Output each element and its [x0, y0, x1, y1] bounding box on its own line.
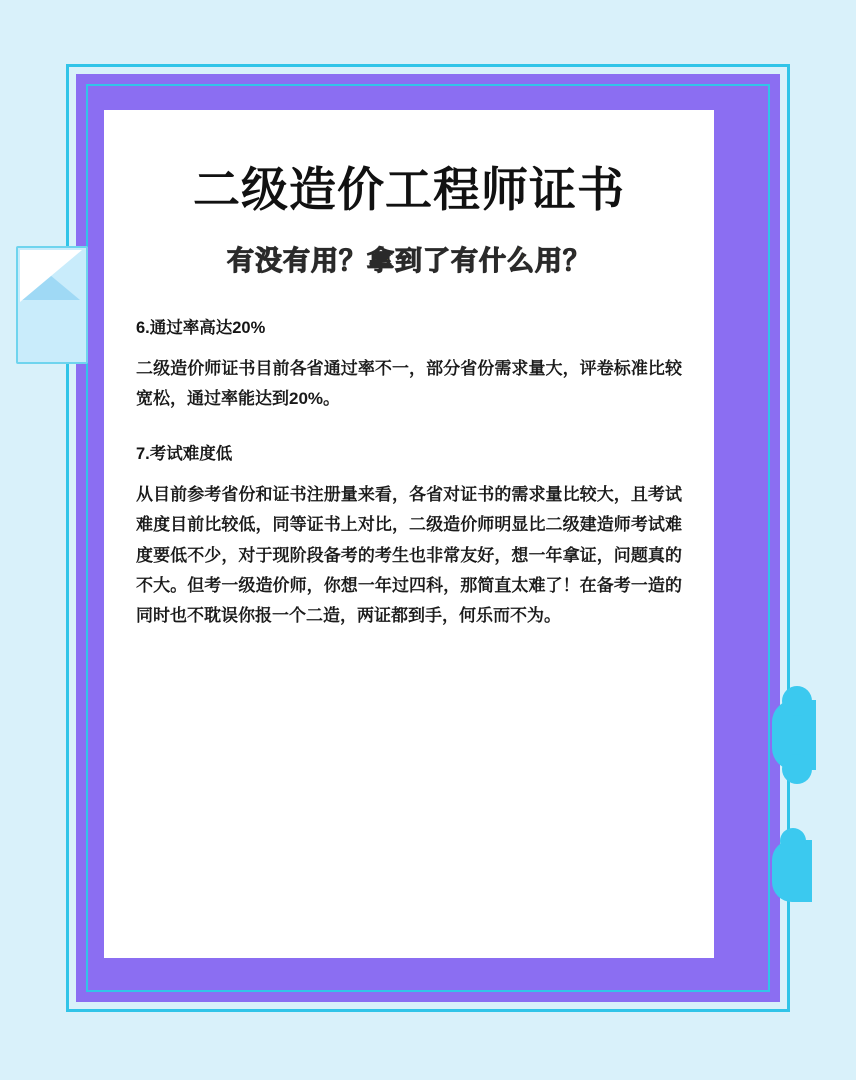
article-body [136, 314, 682, 632]
folded-paper-corner [20, 250, 82, 302]
page-title: 二级造价工程师证书 [193, 163, 625, 216]
white-content-card [104, 110, 714, 958]
section-heading: 6.通过率高达20% [136, 318, 266, 337]
cloud-blob-icon-top [772, 700, 816, 770]
cloud-blob-icon-bottom [772, 840, 812, 902]
section-paragraph: 二级造价师证书目前各省通过率不一，部分省份需求量大，评卷标准比较宽松，通过率能达到20%。 [136, 358, 682, 408]
poster-content [104, 110, 714, 631]
section-paragraph: 从目前参考省份和证书注册量来看，各省对证书的需求量比较大，且考试难度目前比较低，同等证书上对比，二级造价师明显比二级建造师考试难度要低不少，对于现阶段备考的考生也非常友好，想一年拿证，问题真的不大。但考一级造价师，你想一年过四科，那简直太难了！在备考一造的同时也不耽误你报一个二造，两证都到手，何乐而不为。 [136, 485, 682, 626]
section-heading: 7.考试难度低 [136, 445, 233, 464]
folded-paper-icon [16, 246, 88, 364]
page-subtitle: 有没有用？拿到了有什么用？ [227, 245, 591, 276]
